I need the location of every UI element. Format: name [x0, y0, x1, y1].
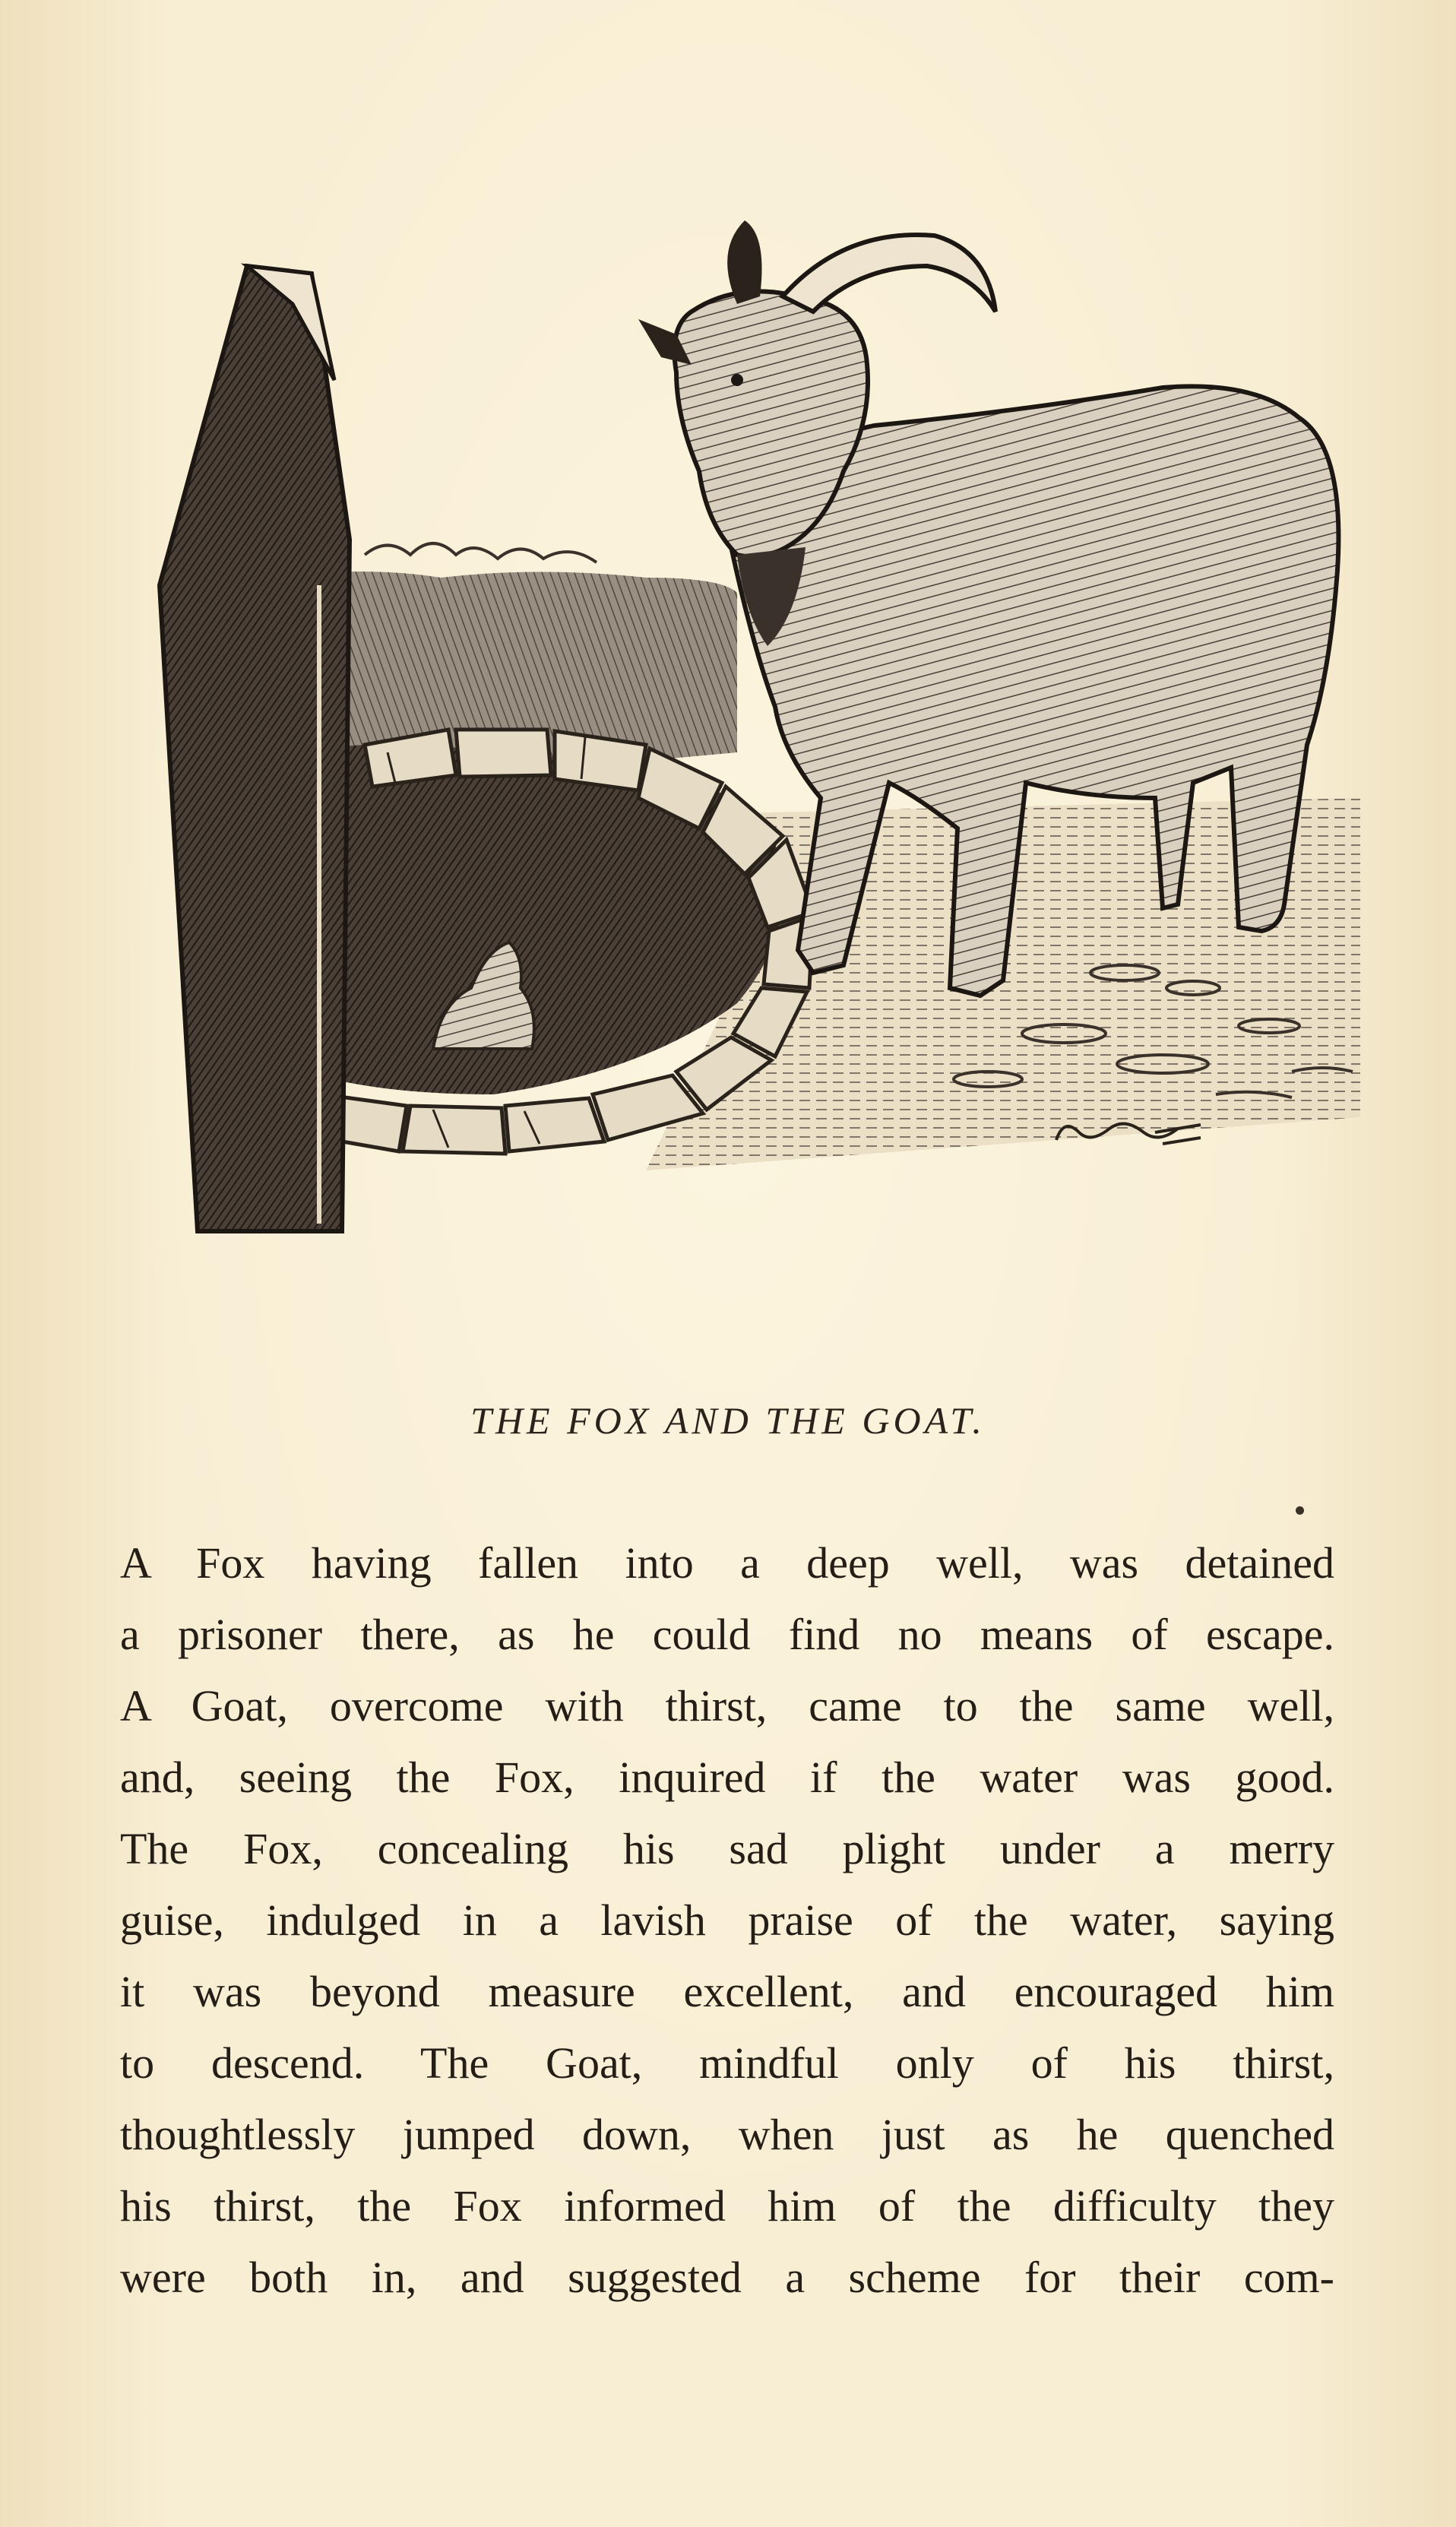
text-line: were both in, and suggested a scheme for their com-: [120, 2253, 1334, 2302]
goat-eye: [731, 374, 743, 386]
text-line: A Fox having fallen into a deep well, was detained: [120, 1538, 1334, 1588]
goat-horn: [727, 220, 761, 304]
text-line: guise, indulged in a lavish praise of the water, saying: [120, 1895, 1334, 1945]
illustration-caption: THE FOX AND THE GOAT.: [470, 1399, 986, 1442]
text-line: A Goat, overcome with thirst, came to the same well,: [120, 1681, 1334, 1731]
fable-paragraph: [120, 1528, 1334, 2313]
text-line: a prisoner there, as he could find no means of escape.: [120, 1610, 1334, 1659]
fox-and-goat-illustration: [114, 220, 1360, 1284]
text-line: it was beyond measure excellent, and encouraged him: [120, 1967, 1334, 2016]
print-speck: [1296, 1506, 1304, 1515]
goat-horn: [783, 235, 995, 312]
text-line: and, seeing the Fox, inquired if the water was good.: [120, 1753, 1334, 1802]
text-line: his thirst, the Fox informed him of the difficulty they: [120, 2181, 1334, 2231]
cloud-line: [365, 543, 597, 562]
text-line: thoughtlessly jumped down, when just as he quenched: [120, 2110, 1334, 2159]
text-line: The Fox, concealing his sad plight under a merry: [120, 1824, 1334, 1873]
text-line: to descend. The Goat, mindful only of his thirst,: [120, 2038, 1334, 2088]
